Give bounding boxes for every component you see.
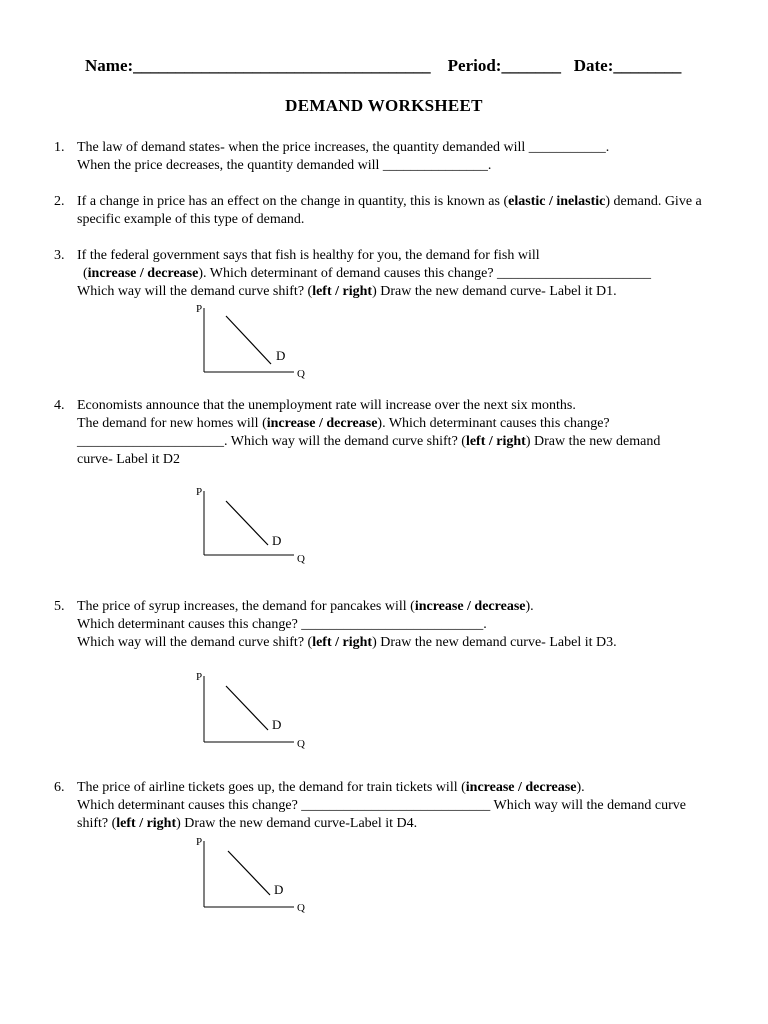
q3-line-3: [77, 283, 760, 301]
q3-choice-increase-decrease[interactable]: increase / decrease: [87, 266, 199, 281]
q3-line-1: If the federal government says that fish is healthy for you, the demand for fish will: [77, 248, 540, 263]
name-label: Name:: [85, 56, 134, 75]
p-axis-label: P: [196, 671, 203, 683]
question-number: 2.: [54, 194, 65, 209]
q4-text: The demand for new homes will (: [77, 416, 267, 431]
q-axis-label: Q: [297, 738, 305, 750]
q6-text: The price of airline tickets goes up, the demand for train tickets will (: [77, 780, 466, 795]
q-axis-label: Q: [297, 902, 305, 914]
q4-choice-left-right[interactable]: left / right: [465, 434, 526, 449]
q3-text: (: [83, 266, 88, 281]
q4-choice-increase-decrease[interactable]: increase / decrease: [266, 416, 378, 431]
demand-graph-2[interactable]: [196, 485, 316, 565]
q3-line-2: [77, 265, 760, 283]
q2-text: If a change in price has an effect on the change in quantity, this is known as (: [77, 194, 509, 209]
q-axis-label: Q: [297, 368, 305, 380]
demand-curve-label: D: [274, 882, 284, 897]
q6-line-2: Which determinant causes this change? ___________________________ Which way will the demand curve: [77, 798, 686, 813]
worksheet-header: [85, 56, 725, 76]
q5-text: Which way will the demand curve shift? (: [77, 635, 313, 650]
name-blank[interactable]: ___________________________________: [133, 56, 431, 75]
q6-text: ) Draw the new demand curve-Label it D4.: [176, 816, 418, 831]
period-label: Period:: [447, 56, 502, 75]
q4-line-4: curve- Label it D2: [77, 452, 181, 467]
q4-line-1: Economists announce that the unemployment rate will increase over the next six months.: [77, 398, 576, 413]
date-blank[interactable]: ________: [613, 56, 682, 75]
demand-curve: [226, 686, 268, 730]
demand-curve-label: D: [276, 348, 286, 363]
demand-curve-label: D: [272, 533, 282, 548]
q1-line-1: The law of demand states- when the price increases, the quantity demanded will ___________.: [77, 140, 610, 155]
date-label: Date:: [573, 56, 614, 75]
q6-line-3: [77, 815, 760, 833]
q2-line-2: specific example of this type of demand.: [77, 212, 305, 227]
question-number: 5.: [54, 599, 65, 614]
q5-text: ) Draw the new demand curve- Label it D3.: [372, 635, 617, 650]
p-axis-label: P: [196, 486, 203, 498]
page-title: DEMAND WORKSHEET: [285, 96, 483, 115]
q3-text: Which way will the demand curve shift? (: [77, 284, 313, 299]
q4-line-3: [77, 433, 760, 451]
q6-text: shift? (: [77, 816, 117, 831]
p-axis-label: P: [196, 836, 203, 848]
q4-line-2: [77, 415, 760, 433]
p-axis-label: P: [196, 303, 203, 315]
demand-curve: [226, 501, 268, 545]
q1-line-2: When the price decreases, the quantity demanded will _______________.: [77, 158, 492, 173]
q3-choice-left-right[interactable]: left / right: [312, 284, 373, 299]
q5-choice-increase-decrease[interactable]: increase / decrease: [414, 599, 526, 614]
question-number: 6.: [54, 780, 65, 795]
demand-graph-3[interactable]: [196, 670, 316, 750]
q5-text: ).: [525, 599, 534, 614]
q4-text: ) Draw the new demand: [525, 434, 661, 449]
q3-text: ). Which determinant of demand causes this change? ______________________: [198, 266, 652, 281]
question-number: 4.: [54, 398, 65, 413]
q6-choice-left-right[interactable]: left / right: [116, 816, 177, 831]
q4-text: ). Which determinant causes this change?: [377, 416, 610, 431]
period-blank[interactable]: _______: [501, 56, 561, 75]
q5-text: The price of syrup increases, the demand for pancakes will (: [77, 599, 415, 614]
q5-choice-left-right[interactable]: left / right: [312, 635, 373, 650]
q4-text: _____________________. Which way will the demand curve shift? (: [77, 434, 466, 449]
q6-choice-increase-decrease[interactable]: increase / decrease: [465, 780, 577, 795]
demand-graph-1[interactable]: [196, 302, 316, 382]
q5-line-2: Which determinant causes this change? __________________________.: [77, 617, 487, 632]
q3-text: ) Draw the new demand curve- Label it D1.: [372, 284, 617, 299]
demand-curve: [228, 851, 270, 895]
question-number: 3.: [54, 248, 65, 263]
q-axis-label: Q: [297, 553, 305, 565]
demand-graph-4[interactable]: [196, 835, 316, 915]
q6-text: ).: [576, 780, 585, 795]
demand-curve: [226, 316, 271, 364]
q2-choice-elastic-inelastic[interactable]: elastic / inelastic: [508, 194, 606, 209]
q2-text: ) demand. Give a: [605, 194, 702, 209]
demand-curve-label: D: [272, 717, 282, 732]
q5-line-3: [77, 634, 760, 652]
q2-line-1: [77, 193, 760, 211]
question-number: 1.: [54, 140, 65, 155]
q5-line-1: [77, 598, 760, 616]
q6-line-1: [77, 779, 760, 797]
